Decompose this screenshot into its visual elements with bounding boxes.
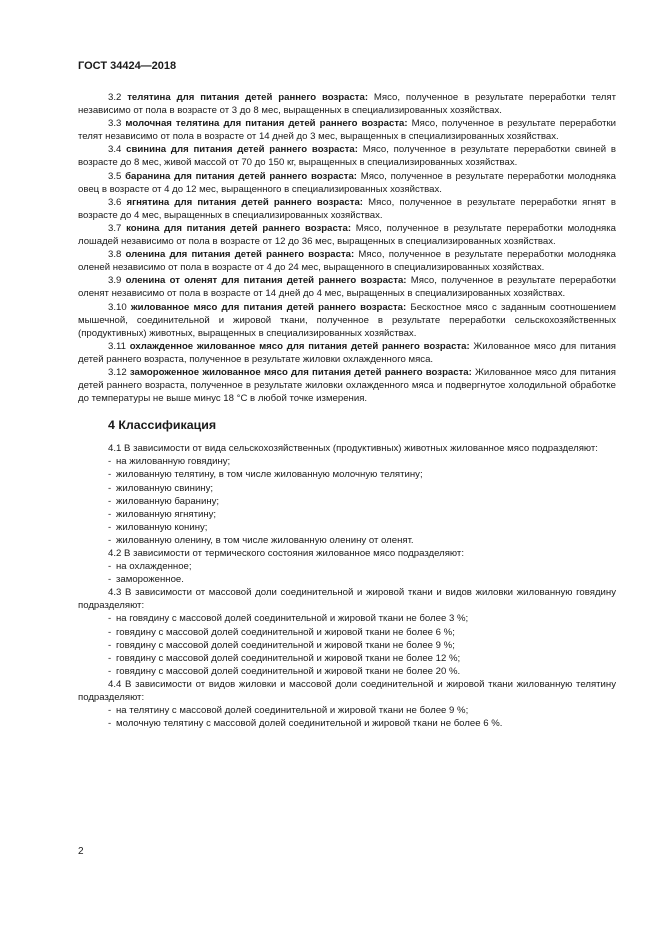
list-item: - говядину с массовой долей соединительной и жировой ткани не более 12 %; [108, 652, 616, 665]
list-item: - на говядину с массовой долей соединительной и жировой ткани не более 3 %; [108, 612, 616, 625]
clause-4-4: 4.4 В зависимости от видов жиловки и массовой доли соединительной и жировой ткани жилованную телятину подразделяют: [78, 678, 616, 704]
definition-number: 3.7 [108, 222, 122, 234]
list-item: - на телятину с массовой долей соединительной и жировой ткани не более 9 %; [108, 704, 616, 717]
definition-text: Мясо, полученное в результате переработки свиней в возрасте до 8 мес, живой массой от 70 до 150 кг, выращенных в специализированных хозяйствах. [78, 144, 617, 169]
definition-term: оленина для питания детей раннего возраста: [125, 249, 355, 261]
definition-3-8 [78, 248, 616, 274]
list-4-2 [78, 560, 616, 586]
section-title: 4 Классификация [108, 418, 217, 433]
list-item: - жилованную телятину, в том числе жилованную молочную телятину; [108, 468, 616, 481]
definition-number: 3.6 [108, 196, 122, 208]
definition-term: свинина для питания детей раннего возраста: [126, 144, 358, 156]
definition-text: Мясо, полученное в результате переработки молодняка оленей независимо от пола в возрасте от 4 до 24 мес, выращенного в специализированных хозяйствах. [78, 249, 616, 274]
definition-text: Мясо, полученное в результате переработки телят независимо от пола в возрасте от 14 дней до 3 мес, выращенных в специализированных хозяйствах. [78, 118, 617, 143]
list-4-4 [78, 704, 616, 730]
clause-4-2: 4.2 В зависимости от термического состояния жилованное мясо подразделяют: [108, 548, 464, 559]
definition-number: 3.2 [108, 92, 122, 103]
definition-3-5 [78, 170, 616, 196]
list-item: - жилованную оленину, в том числе жилованную оленину от оленят. [108, 534, 616, 547]
definition-number: 3.10 [108, 301, 127, 313]
list-item: - жилованную свинину; [108, 482, 616, 495]
page-content [78, 91, 616, 730]
clause-4-1: 4.1 В зависимости от вида сельскохозяйственных (продуктивных) животных жилованное мясо подразделяют: [108, 443, 598, 455]
definition-term: замороженное жилованное мясо для питания детей раннего возраста: [129, 366, 472, 378]
definition-term: конина для питания детей раннего возраста: [126, 222, 352, 234]
definition-3-11 [78, 340, 616, 366]
list-4-3 [78, 612, 616, 677]
page-number: 2 [78, 846, 84, 857]
definition-number: 3.8 [108, 249, 122, 261]
definition-3-7 [78, 222, 616, 248]
definition-3-4 [78, 143, 616, 169]
clause-4-3: 4.3 В зависимости от массовой доли соединительной и жировой ткани и видов жиловки жилованную говядину подразделяют: [78, 587, 616, 612]
list-item: - на жилованную говядину; [108, 455, 616, 468]
list-item: - на охлажденное; [108, 560, 616, 573]
definition-text: Жилованное мясо для питания детей раннего возраста, полученное в результате жиловки охлажденного мяса. [78, 340, 616, 365]
definition-term: ягнятина для питания детей раннего возраста: [126, 196, 363, 208]
list-item: - молочную телятину с массовой долей соединительной и жировой ткани не более 6 %. [108, 717, 616, 730]
definition-3-9 [78, 274, 616, 300]
list-item: - замороженное. [108, 573, 616, 586]
definition-3-2 [78, 91, 616, 117]
definition-term: молочная телятина для питания детей раннего возраста: [125, 118, 408, 130]
list-4-1 [78, 455, 616, 547]
list-item: - жилованную баранину; [108, 495, 616, 508]
definition-text: Мясо, полученное в результате переработки молодняка овец в возрасте от 4 до 12 мес, выращенного в специализированных хозяйствах. [78, 170, 616, 195]
definition-3-10 [78, 301, 616, 340]
definition-term: охлажденное жилованное мясо для питания детей раннего возраста: [129, 340, 470, 352]
list-item: - говядину с массовой долей соединительной и жировой ткани не более 20 %. [108, 665, 616, 678]
definition-term: телятина для питания детей раннего возраста: [127, 92, 369, 103]
definition-text: Жилованное мясо для питания детей раннего возраста, полученное в результате жиловки охлажденного мяса и подвергнутое холодильной обработке до температуры не выше минус 18 °С в любой точке измерения. [78, 366, 616, 405]
definition-number: 3.9 [108, 275, 122, 287]
definition-3-3 [78, 117, 616, 143]
list-item: - жилованную ягнятину; [108, 508, 616, 521]
list-item: - говядину с массовой долей соединительной и жировой ткани не более 6 %; [108, 626, 616, 639]
definition-number: 3.3 [108, 118, 122, 130]
list-item: - говядину с массовой долей соединительной и жировой ткани не более 9 %; [108, 639, 616, 652]
definition-number: 3.5 [108, 170, 122, 182]
definition-text: Мясо, полученное в результате переработки оленят независимо от пола в возрасте от 14 дней до 4 мес, выращенных в специализированных хозяйствах. [78, 275, 617, 300]
definition-3-12 [78, 366, 616, 405]
definition-3-6 [78, 196, 616, 222]
definition-text: Мясо, полученное в результате переработки телят независимо от пола в возрасте от 3 до 8 мес, выращенных в специализированных хозяйствах. [78, 92, 616, 117]
definition-number: 3.11 [108, 340, 126, 352]
document-header: ГОСТ 34424—2018 [78, 60, 177, 72]
definition-term: жилованное мясо для питания детей раннего возраста: [130, 301, 407, 313]
definition-number: 3.12 [108, 366, 127, 378]
definition-text: Мясо, полученное в результате переработки ягнят в возрасте до 4 мес, выращенных в специализированных хозяйствах. [78, 196, 616, 221]
definition-text: Бескостное мясо с заданным соотношением мышечной, соединительной и жировой ткани, полученное в результате переработки сельскохозяйственных (продуктивных) животных, выращенных в специализированных хозяйствах. [78, 301, 616, 339]
list-item: - жилованную конину; [108, 521, 616, 534]
definition-number: 3.4 [108, 144, 122, 156]
definition-term: оленина от оленят для питания детей раннего возраста: [125, 275, 407, 287]
definition-text: Мясо, полученное в результате переработки молодняка лошадей независимо от пола в возрасте от 12 до 36 мес, выращенных в специализированных хозяйствах. [78, 222, 616, 248]
definition-term: баранина для питания детей раннего возраста: [125, 170, 357, 182]
